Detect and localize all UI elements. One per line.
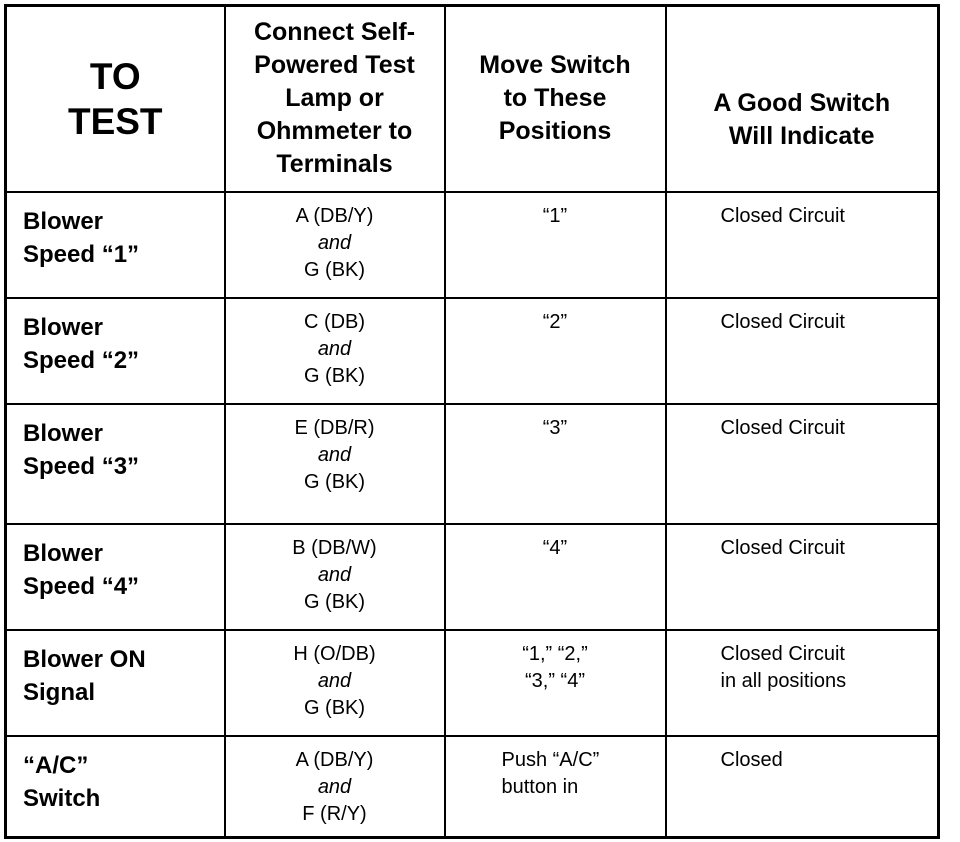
header-indicate: A Good Switch Will Indicate — [666, 6, 939, 192]
terminals-cell: H (O/DB) and G (BK) — [225, 630, 445, 736]
header-to-test: TO TEST — [6, 6, 225, 192]
table-row — [6, 524, 939, 630]
indication-cell: Closed Circuit — [666, 298, 939, 404]
indication-cell: Closed Circuit in all positions — [666, 630, 939, 736]
positions-cell: Push “A/C” button in — [445, 736, 666, 838]
header-row — [6, 6, 939, 192]
terminals-cell: C (DB) and G (BK) — [225, 298, 445, 404]
positions-cell: “4” — [445, 524, 666, 630]
test-name-cell: Blower Speed “1” — [6, 192, 225, 298]
test-name-cell: Blower Speed “3” — [6, 404, 225, 524]
table-row — [6, 192, 939, 298]
indication-cell: Closed — [666, 736, 939, 838]
positions-cell: “3” — [445, 404, 666, 524]
switch-test-table — [4, 4, 940, 839]
terminals-cell: E (DB/R) and G (BK) — [225, 404, 445, 524]
indication-cell: Closed Circuit — [666, 524, 939, 630]
terminals-cell: A (DB/Y) and F (R/Y) — [225, 736, 445, 838]
terminals-cell: A (DB/Y) and G (BK) — [225, 192, 445, 298]
indication-cell: Closed Circuit — [666, 404, 939, 524]
table-row — [6, 630, 939, 736]
terminals-cell: B (DB/W) and G (BK) — [225, 524, 445, 630]
positions-cell: “1,” “2,” “3,” “4” — [445, 630, 666, 736]
positions-cell: “1” — [445, 192, 666, 298]
header-positions: Move Switch to These Positions — [445, 6, 666, 192]
table-row — [6, 298, 939, 404]
header-terminals: Connect Self- Powered Test Lamp or Ohmmeter to Terminals — [225, 6, 445, 192]
indication-cell: Closed Circuit — [666, 192, 939, 298]
test-name-cell: “A/C” Switch — [6, 736, 225, 838]
table-row — [6, 404, 939, 524]
positions-cell: “2” — [445, 298, 666, 404]
test-name-cell: Blower ON Signal — [6, 630, 225, 736]
test-name-cell: Blower Speed “2” — [6, 298, 225, 404]
test-name-cell: Blower Speed “4” — [6, 524, 225, 630]
table-row — [6, 736, 939, 838]
